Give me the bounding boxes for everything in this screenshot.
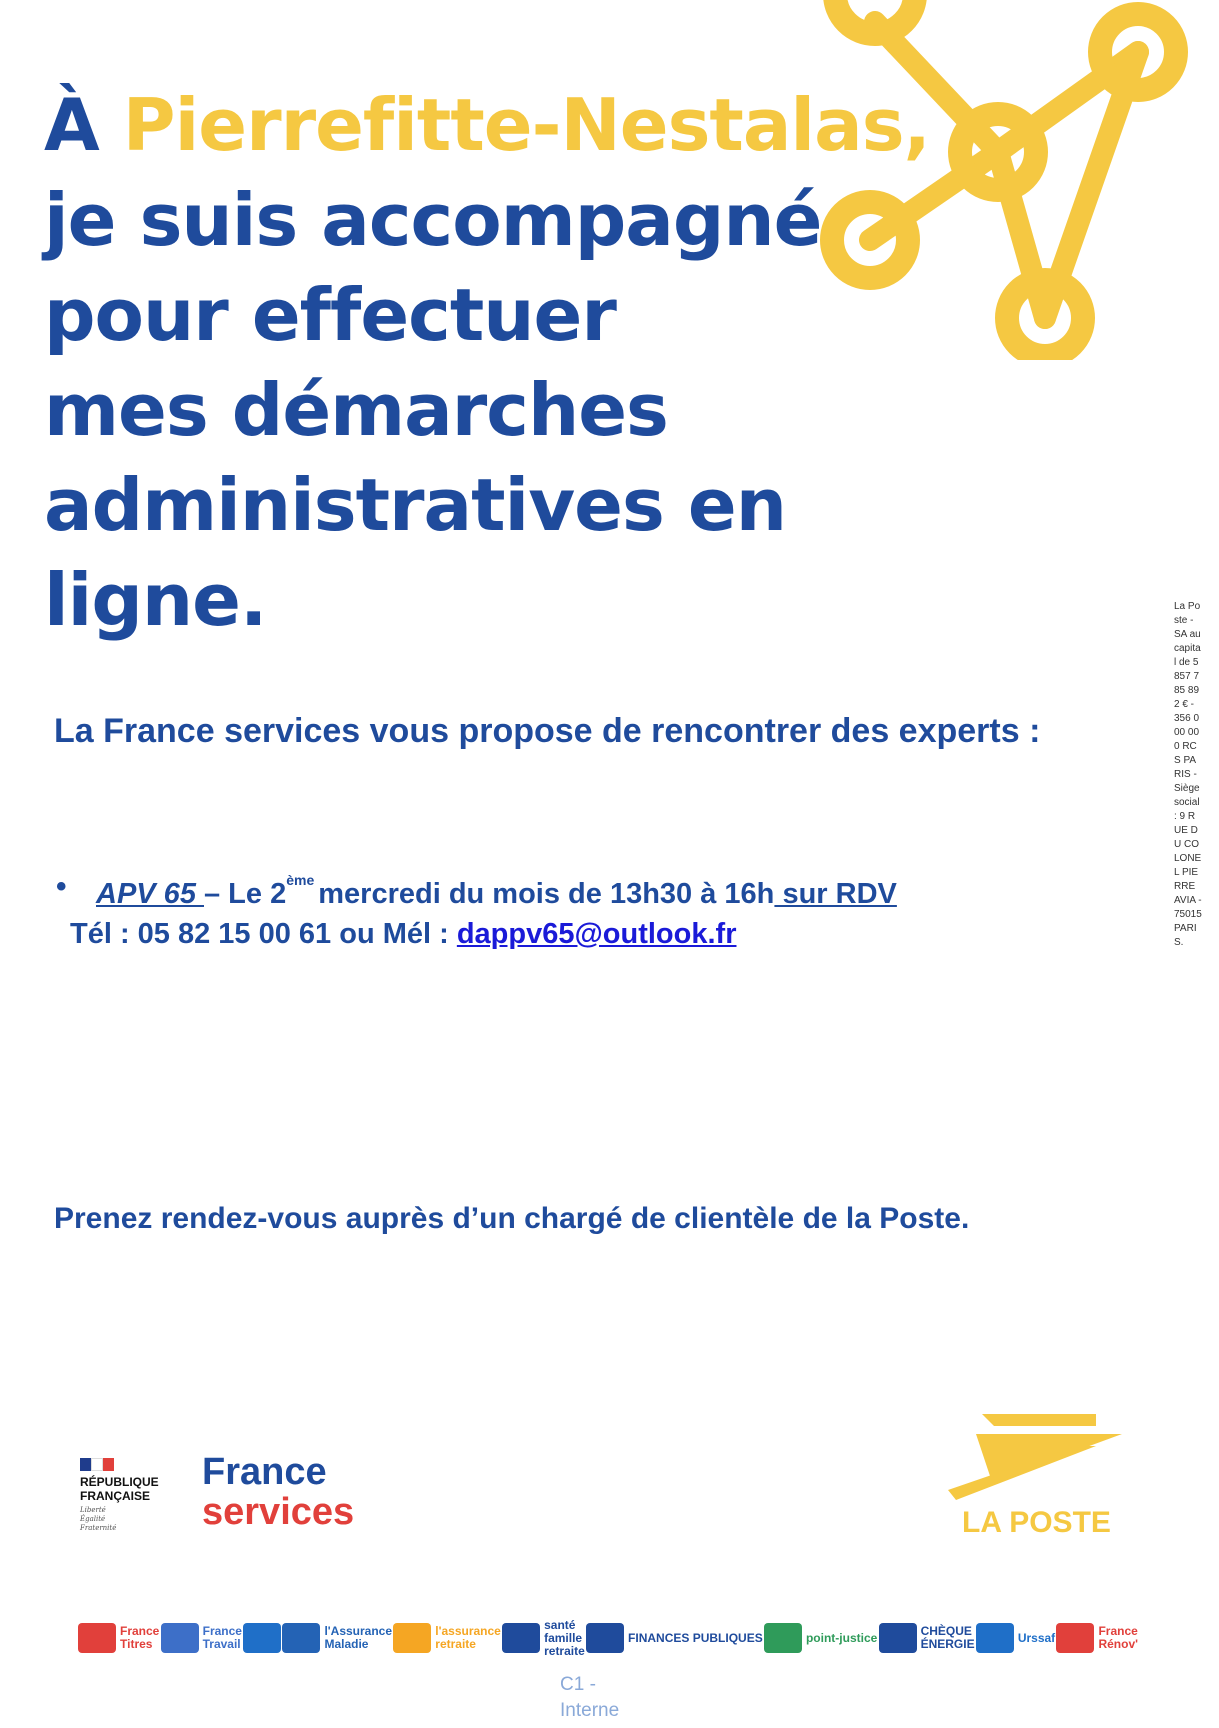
rdv-note: sur RDV: [774, 878, 897, 910]
cheque-energie-icon: [879, 1623, 917, 1653]
headline-line-5: administratives en: [44, 463, 787, 547]
classification-label: C1 - Interne: [560, 1674, 620, 1721]
organization-name: APV 65: [96, 878, 204, 910]
partner-name: France Titres: [120, 1624, 160, 1651]
partner-name: l'assurance retraite: [435, 1624, 501, 1651]
partner-logo: [879, 1623, 975, 1653]
partner-name: France Rénov': [1098, 1624, 1138, 1651]
headline-line-6: ligne.: [44, 558, 267, 642]
partner-logos: [78, 1610, 1138, 1666]
partner-logo: [764, 1623, 877, 1653]
partner-name: l'Assurance Maladie: [324, 1624, 393, 1651]
closing-text: Prenez rendez-vous auprès d’un chargé de clientèle de la Poste.: [54, 1202, 970, 1235]
partner-name: point-justice: [805, 1630, 878, 1645]
assurance-maladie-icon: [282, 1623, 320, 1653]
contact-text: Tél : 05 82 15 00 61 ou Mél :: [70, 918, 457, 950]
partner-logo: [1056, 1623, 1138, 1653]
la-poste-wordmark: LA POSTE: [962, 1506, 1111, 1539]
partner-logo: [976, 1623, 1055, 1653]
caf-icon: [243, 1623, 281, 1653]
contact-line: [70, 918, 736, 951]
email-link[interactable]: dappv65@outlook.fr: [456, 918, 737, 950]
headline-line-4: mes démarches: [44, 368, 668, 452]
headline-line-2: je suis accompagné: [44, 178, 822, 262]
partner-logo: [161, 1623, 242, 1653]
legal-sidebar: La Poste - SA au capital de 5 857 785 892 € - 356 000 000 RCS PARIS - Siège social : 9 RUE DU COLONEL PIERRE AVIA - 75015 PARIS.: [1174, 601, 1202, 948]
schedule-hours: mercredi du mois de 13h30 à 16h: [318, 878, 775, 910]
partner-logo: [243, 1623, 281, 1653]
republique-francaise-logo: [80, 1458, 190, 1533]
partner-logo: [393, 1623, 501, 1653]
la-poste-logo: [946, 1412, 1136, 1540]
france-renov-icon: [1056, 1623, 1094, 1653]
partner-name: santé famille retraite: [544, 1617, 585, 1658]
schedule-text: – Le 2: [204, 878, 287, 910]
partner-logo: [502, 1619, 585, 1658]
bullet-icon: •: [56, 870, 67, 903]
france-services-line-1: France: [202, 1451, 327, 1493]
france-travail-icon: [161, 1623, 199, 1653]
intro-text: La France services vous propose de rencontrer des experts :: [54, 712, 1041, 750]
ordinal-suffix: ème: [286, 872, 315, 888]
headline: [44, 78, 930, 648]
msa-icon: [502, 1623, 540, 1653]
la-poste-network-graphic: [820, 0, 1219, 360]
republique-name: RÉPUBLIQUE FRANÇAISE: [80, 1475, 159, 1503]
partner-name: CHÈQUE ÉNERGIE: [920, 1624, 975, 1651]
headline-line-1: À Pierrefitte-Nestalas,: [44, 83, 930, 167]
france-services-line-2: services: [202, 1491, 355, 1533]
assurance-retraite-icon: [393, 1623, 431, 1653]
headline-line-3: pour effectuer: [44, 273, 616, 357]
headline-city: Pierrefitte-Nestalas,: [122, 83, 930, 167]
partner-name: Urssaf: [1017, 1630, 1056, 1645]
finances-publiques-icon: [586, 1623, 624, 1653]
france-services-logo: [202, 1452, 354, 1532]
point-justice-icon: [764, 1623, 802, 1653]
partner-logo: [78, 1623, 159, 1653]
partner-name: France Travail: [202, 1624, 242, 1651]
france-titres-icon: [78, 1623, 116, 1653]
partner-name: FINANCES PUBLIQUES: [628, 1630, 763, 1645]
partner-logo: [586, 1623, 763, 1653]
french-flag-icon: [80, 1458, 114, 1471]
urssaf-icon: [976, 1623, 1014, 1653]
partner-logo: [282, 1623, 392, 1653]
la-poste-bird-icon: [946, 1412, 1136, 1502]
republique-motto: Liberté Égalité Fraternité: [80, 1506, 117, 1532]
